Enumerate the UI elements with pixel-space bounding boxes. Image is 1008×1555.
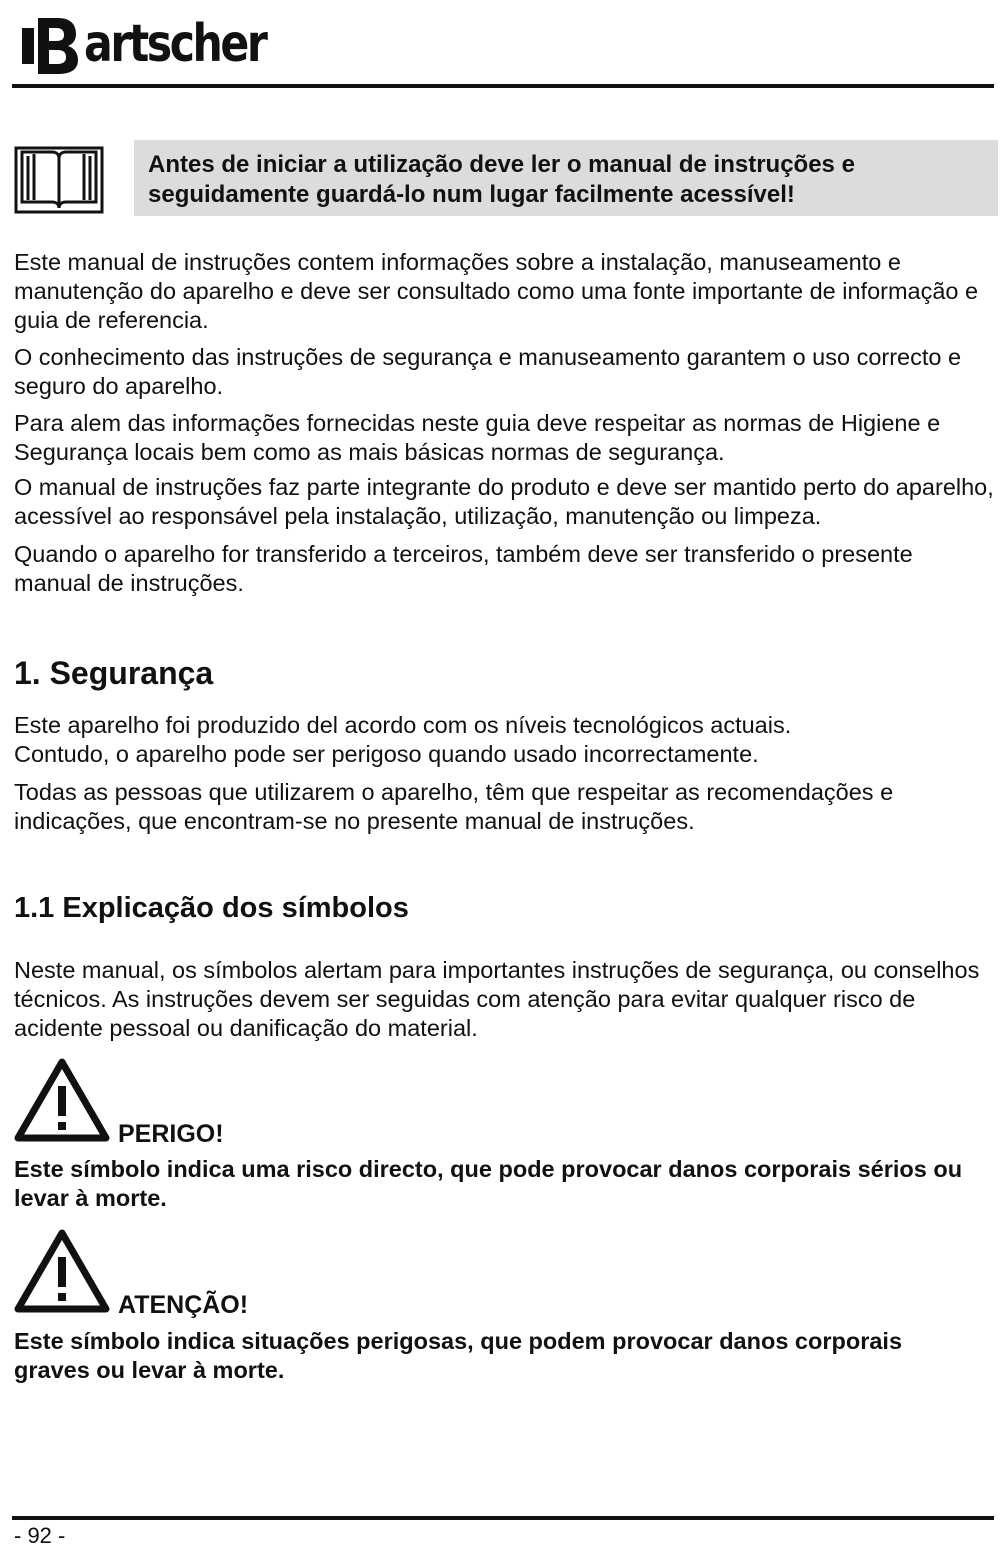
warning-text-atencao: Este símbolo indica situações perigosas, que podem provocar danos corporais graves ou levar à morte. xyxy=(14,1328,903,1383)
section-title-seguranca: 1. Segurança xyxy=(14,655,214,691)
warning-label-atencao: ATENÇÃO! xyxy=(118,1291,249,1319)
intro-p1-text: Este manual de instruções contem informações sobre a instalação, manuseamento e manutenção do aparelho e deve ser consultado como uma fonte importante de informação e guia de referencia. xyxy=(14,249,979,333)
page-header xyxy=(12,0,994,90)
intro-p4-text: O manual de instruções faz parte integrante do produto e deve ser mantido perto do aparelho, acessível ao responsável pela instalação, utilização, manutenção ou limpeza. xyxy=(14,474,994,529)
notice-box xyxy=(134,140,998,216)
section1-1-paragraph xyxy=(14,956,994,1043)
intro-p3-text: Para alem das informações fornecidas neste guia deve respeitar as normas de Higiene e Segurança locais bem como as mais básicas normas de segurança. xyxy=(14,410,941,465)
intro-p5-text: Quando o aparelho for transferido a terceiros, também deve ser transferido o presente manual de instruções. xyxy=(14,541,913,596)
intro-paragraph-2 xyxy=(14,343,994,401)
footer-divider xyxy=(12,1516,994,1520)
section1-paragraph-2 xyxy=(14,778,994,836)
read-manual-notice xyxy=(14,140,998,220)
intro-paragraph-1 xyxy=(14,248,994,335)
section1-p1-line1: Este aparelho foi produzido del acordo com os níveis tecnológicos actuais. xyxy=(14,712,792,738)
section1-p1-line2: Contudo, o aparelho pode ser perigoso quando usado incorrectamente. xyxy=(14,741,759,767)
section1-1-p1-text: Neste manual, os símbolos alertam para importantes instruções de segurança, ou conselhos técnicos. As instruções devem ser seguidas com atenção para evitar qualquer risco de acidente pessoal ou danificação do material. xyxy=(14,957,980,1041)
page-number: - 92 - xyxy=(14,1523,66,1548)
intro-paragraph-5 xyxy=(14,540,994,598)
header-divider xyxy=(12,84,994,88)
warning-triangle-icon xyxy=(14,1058,110,1142)
notice-text-line-2: seguidamente guardá-lo num lugar facilmente acessível! xyxy=(148,181,795,208)
warning-text-perigo: Este símbolo indica uma risco directo, que pode provocar danos corporais sérios ou levar à morte. xyxy=(14,1156,963,1211)
intro-paragraph-3 xyxy=(14,409,994,467)
logo-wordmark: artscher xyxy=(84,14,266,74)
book-icon xyxy=(14,142,104,216)
section-title-explicacao-simbolos: 1.1 Explicação dos símbolos xyxy=(14,892,409,924)
notice-text-line-1: Antes de iniciar a utilização deve ler o manual de instruções e xyxy=(148,151,855,178)
warning-label-perigo: PERIGO! xyxy=(118,1120,224,1148)
section1-paragraph-1 xyxy=(14,711,994,769)
bartscher-logo xyxy=(18,6,305,82)
warning-triangle-icon xyxy=(14,1229,110,1313)
intro-p2-text: O conhecimento das instruções de segurança e manuseamento garantem o uso correcto e seguro do aparelho. xyxy=(14,344,962,399)
intro-paragraph-4 xyxy=(14,473,994,531)
logo-b-mark-icon xyxy=(18,12,82,76)
section1-p2-text: Todas as pessoas que utilizarem o aparelho, têm que respeitar as recomendações e indicações, que encontram-se no presente manual de instruções. xyxy=(14,779,894,834)
